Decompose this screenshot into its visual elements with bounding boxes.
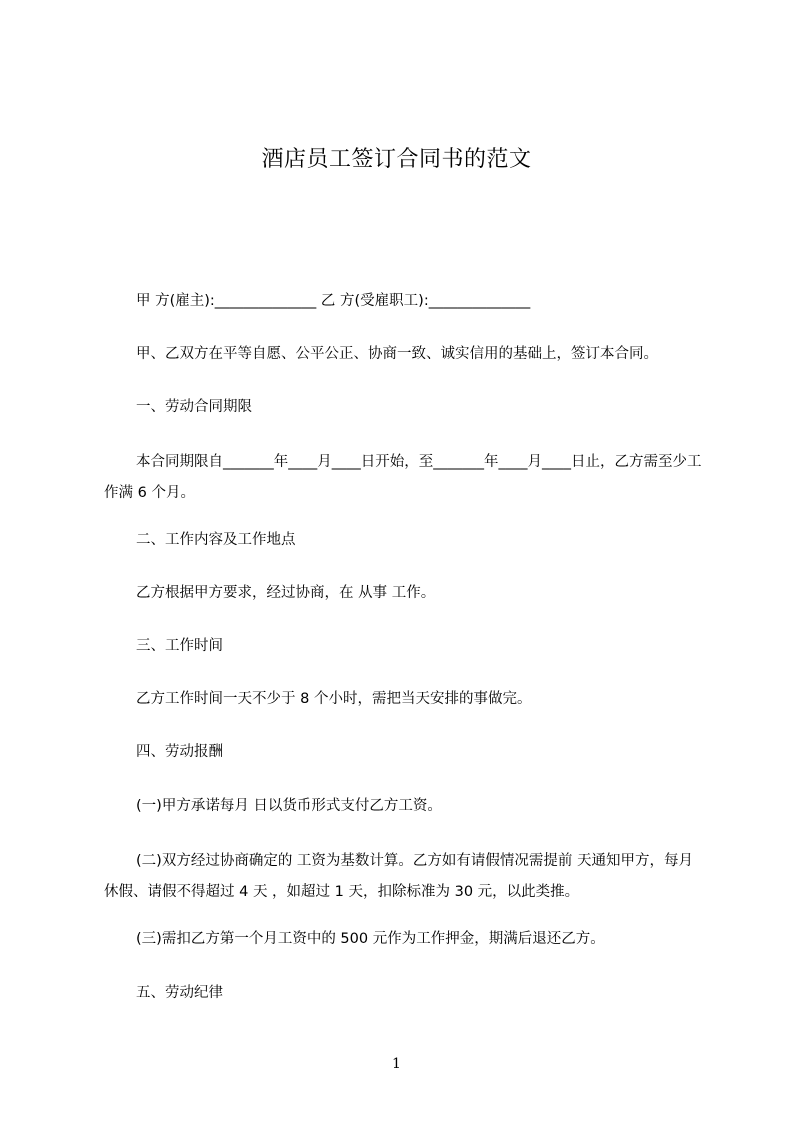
section-2-heading: 二、工作内容及工作地点 — [136, 532, 296, 548]
section-4-item-1: (一)甲方承诺每月 日以货币形式支付乙方工资。 — [136, 798, 442, 814]
section-2-text: 乙方根据甲方要求，经过协商，在 从事 工作。 — [136, 585, 436, 601]
document-title: 酒店员工签订合同书的范文 — [261, 147, 532, 172]
section-4-heading: 四、劳动报酬 — [136, 744, 223, 760]
section-5-heading: 五、劳动纪律 — [136, 985, 223, 1001]
section-4-item-3: (三)需扣乙方第一个月工资中的 500 元作为工作押金，期满后退还乙方。 — [136, 931, 605, 947]
section-4-item-2: (二)双方经过协商确定的 工资为基数计算。乙方如有请假情况需提前 天通知甲方，每月休假、请假不得超过 4 天 ，如超过 1 天，扣除标准为 30 元，以此类推。 — [104, 853, 694, 900]
section-3-text: 乙方工作时间一天不少于 8 个小时，需把当天安排的事做完。 — [136, 691, 532, 707]
parties-line: 甲 方(雇主):______________ 乙 方(受雇职工):______________ — [136, 293, 531, 309]
intro-paragraph: 甲、乙双方在平等自愿、公平公正、协商一致、诚实信用的基础上，签订本合同。 — [136, 346, 658, 362]
section-3-heading: 三、工作时间 — [136, 638, 223, 654]
section-1-text: 本合同期限自_______年____月____日开始，至_______年____月____日止，乙方需至少工作满 6 个月。 — [104, 454, 702, 501]
section-1-heading: 一、劳动合同期限 — [136, 399, 252, 415]
page-number: 1 — [392, 1056, 401, 1072]
